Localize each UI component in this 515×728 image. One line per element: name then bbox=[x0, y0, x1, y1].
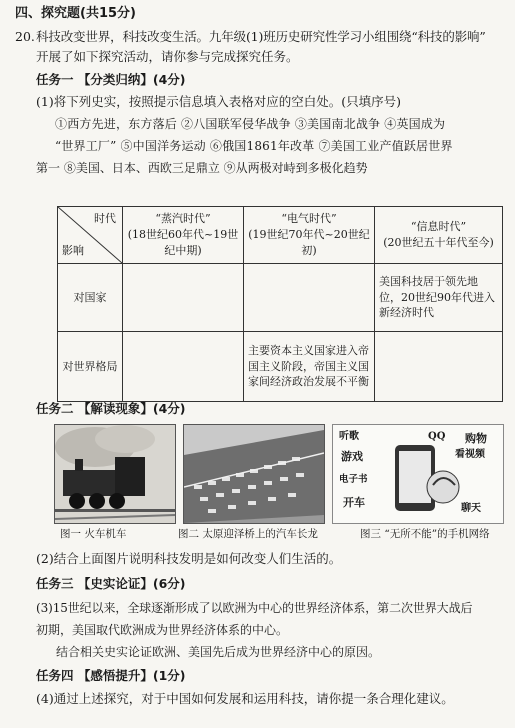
task1-title: 任务一 【分类归纳】(4分) bbox=[36, 72, 186, 87]
task1-prompt: (1)将下列史实，按照提示信息填入表格对应的空白处。(只填序号) bbox=[36, 94, 401, 109]
phone-word: 电子书 bbox=[339, 474, 368, 485]
phone-word: QQ bbox=[428, 431, 446, 442]
column-period: (20世纪五十年代至今) bbox=[383, 236, 494, 249]
task3-line3: 结合相关史实论证欧洲、美国先后成为世界经济中心的原因。 bbox=[56, 645, 381, 659]
phone-word: 听歌 bbox=[339, 431, 359, 442]
question-intro-line1: 科技改变世界，科技改变生活。九年级(1)班历史研究性学习小组围绕“科技的影响” bbox=[36, 29, 486, 44]
column-name: “信息时代” bbox=[410, 220, 467, 234]
row-label: 对国家 bbox=[58, 264, 123, 332]
caption-bridge-traffic: 图二 太原迎泽桥上的汽车长龙 bbox=[178, 528, 318, 540]
section-title: 四、探究题(共15分) bbox=[15, 6, 136, 21]
table-row bbox=[58, 264, 503, 332]
task4-prompt: (4)通过上述探究，对于中国如何发展和运用科技，请你提一条合理化建议。 bbox=[36, 691, 454, 706]
column-header-electric bbox=[244, 207, 375, 264]
row-label: 对世界格局 bbox=[58, 332, 123, 402]
task1-options-line1: ①西方先进，东方落后 ②八国联军侵华战争 ③美国南北战争 ④英国成为 bbox=[55, 117, 446, 131]
task1-options-line3: 第一 ⑧美国、日本、西欧三足鼎立 ⑨从两极对峙到多极化趋势 bbox=[36, 161, 368, 175]
table-row bbox=[58, 332, 503, 402]
blank-answer-cell[interactable] bbox=[123, 264, 244, 332]
locomotive-illustration bbox=[55, 425, 175, 523]
phone-word: 购物 bbox=[465, 432, 487, 445]
question-intro-line2: 开展了如下探究活动，请你参与完成探究任务。 bbox=[36, 49, 299, 64]
phone-word: 聊天 bbox=[461, 503, 481, 514]
task2-title: 任务二 【解读现象】(4分) bbox=[36, 401, 186, 416]
classification-table bbox=[57, 206, 503, 402]
phone-word: 游戏 bbox=[341, 450, 363, 463]
bridge-traffic-illustration bbox=[184, 425, 324, 523]
task4-title: 任务四 【感悟提升】(1分) bbox=[36, 668, 186, 683]
caption-phone-network: 图三 “无所不能”的手机网络 bbox=[360, 528, 490, 540]
blank-answer-cell[interactable] bbox=[123, 332, 244, 402]
task1-options-line2: “世界工厂” ⑤中国洋务运动 ⑥俄国1861年改革 ⑦美国工业产值跃居世界 bbox=[55, 139, 453, 153]
table-header-row bbox=[58, 207, 503, 264]
phone-word: 看视频 bbox=[455, 449, 485, 460]
column-header-steam bbox=[123, 207, 244, 264]
phone-network-cartoon bbox=[332, 424, 504, 524]
blank-answer-cell[interactable] bbox=[244, 264, 375, 332]
phone-word: 开车 bbox=[343, 496, 365, 509]
column-name: “电气时代” bbox=[281, 212, 337, 226]
corner-label-era: 时代 bbox=[94, 212, 116, 225]
corner-label-impact: 影响 bbox=[62, 244, 84, 258]
caption-locomotive: 图一 火车机车 bbox=[60, 528, 127, 540]
table-corner-cell bbox=[58, 207, 123, 264]
question-number: 20. bbox=[15, 29, 35, 44]
blank-answer-cell[interactable] bbox=[375, 332, 503, 402]
locomotive-photo bbox=[54, 424, 176, 524]
table-cell: 主要资本主义国家进入帝国主义阶段，帝国主义国家间经济政治发展不平衡 bbox=[244, 332, 375, 402]
task3-line2: 初期，美国取代欧洲成为世界经济体系的中心。 bbox=[36, 623, 289, 637]
task3-line1: (3)15世纪以来，全球逐渐形成了以欧洲为中心的世界经济体系，第二次世界大战后 bbox=[36, 601, 473, 615]
column-period: (18世纪60年代~19世纪中期) bbox=[127, 228, 239, 257]
column-period: (19世纪70年代~20世纪初) bbox=[248, 228, 370, 257]
task3-title: 任务三 【史实论证】(6分) bbox=[36, 576, 186, 591]
column-header-information bbox=[375, 207, 503, 264]
column-name: “蒸汽时代” bbox=[155, 212, 211, 226]
table-cell: 美国科技居于领先地位，20世纪90年代进入新经济时代 bbox=[375, 264, 503, 332]
traffic-bridge-photo bbox=[183, 424, 325, 524]
task2-prompt: (2)结合上面图片说明科技发明是如何改变人们生活的。 bbox=[36, 551, 342, 566]
